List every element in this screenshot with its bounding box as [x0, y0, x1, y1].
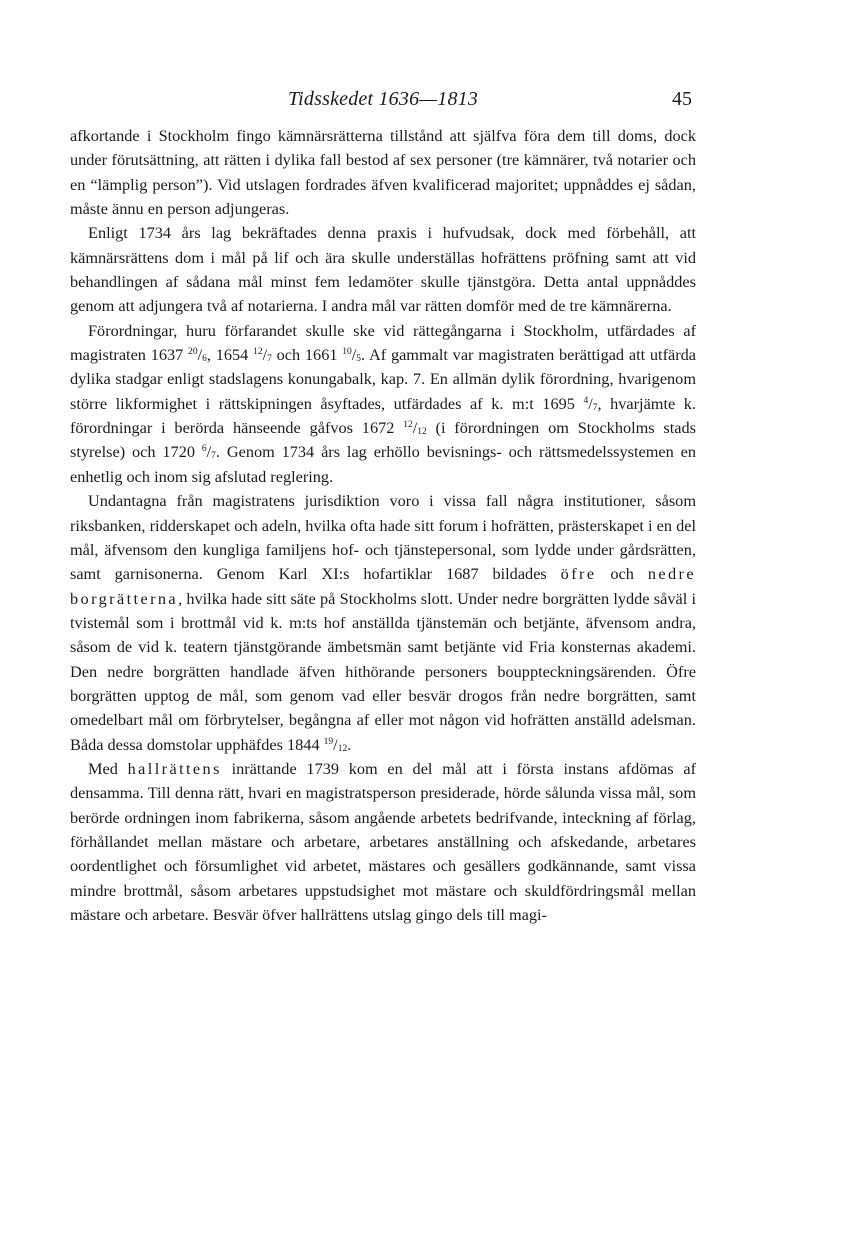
date-month: 6 [202, 354, 207, 365]
text-run: Förordningar, huru förfarandet skulle ske vid rättegångarna i Stockholm, utfärdades af magistraten 1637 [70, 320, 696, 365]
date-day: 19 [323, 736, 334, 747]
date-day: 12 [253, 347, 263, 358]
text-run: och 1661 [271, 345, 343, 365]
spaced-term: hallrättens [127, 758, 222, 778]
text-run: , 1654 [206, 345, 254, 365]
paragraph-4: Undantagna från magistratens jurisdiktion voro i vissa fall några institutioner, såsom riksbanken, ridderskapet och adeln, hvilka ofta hade sitt forum i hofrätten, prästerskapet i en del mål, äfvensom den kungliga familjens hof- och tjänstepersonal, som lydde under gårdsrätten, samt garnisonerna. Genom Karl XI:s hofartiklar 1687 bildades öfre och nedre borgrätterna, hvilka hade sitt säte på Stockholms slott. Under nedre borgrätten lydde såväl i tvistemål som i brottmål vid k. m:ts hof anställda tjänstemän och betjänte, äfvensom andra, såsom de vid k. teatern tjänstgörande ämbetsmän samt betjänte vid Fria konsternas akademi. Den nedre borgrätten handlade äfven hithörande personers bouppteckningsärenden. Öfre borgrätten upptog de mål, som genom vad eller besvär drogos från nedre borgrätten, samt omedelbart mål om förbrytelser, begångna af eller mot någon vid hofrätten anställd adelsman. Båda dessa domstolar upphäfdes 1844 $^{19}/_{12}$. [70, 491, 696, 754]
date-day: 12 [403, 420, 413, 431]
text-run: (i förordningen om Stockholms stads styrelse) och 1720 [70, 418, 696, 462]
date-day: 6 [201, 444, 207, 455]
date-day: 20 [188, 347, 198, 358]
text-run: . Genom 1734 års lag erhöllo bevisnings- och rättsmedelssystemen en enhetlig och inom sig afslutad reglering. [70, 442, 697, 486]
text-run: Med [88, 758, 128, 778]
text-run: , hvilka hade sitt säte på Stockholms slott. Under nedre borgrätten lydde såväl i tvistemål som i brottmål vid k. m:ts hof anställda tjänstemän och betjänte, äfvensom andra, såsom de vid k. teatern tjänstgörande ämbetsmän samt betjänte vid Fria konsternas akademi. Den nedre borgrätten handlade äfven hithörande personers bouppteckningsärenden. Öfre borgrätten upptog de mål, som genom vad eller besvär drogos från nedre borgrätten, samt omedelbart mål om förbrytelser, begångna af eller mot någon vid hofrätten anställd adelsman. Båda dessa domstolar upphäfdes 1844 [70, 588, 696, 754]
spaced-term: nedre borgrätterna [70, 564, 696, 608]
text-run: . Af gammalt var magistraten berättigad att utfärda dylika stadgar enligt stadslagens konungabalk, kap. 7. En allmän dylik förordning, hvarigenom större likformighet i rättskipningen åsyftades, utfärdades af k. m:t 1695 [70, 345, 697, 413]
text-run: Undantagna från magistratens jurisdiktion voro i vissa fall några institutioner, såsom riksbanken, ridderskapet och adeln, hvilka ofta hade sitt forum i hofrätten, prästerskapet i en del mål, äfvensom den kungliga familjens hof- och tjänstepersonal, som lydde under gårdsrätten, samt garnisonerna. Genom Karl XI:s hofartiklar 1687 bildades [70, 491, 696, 584]
date-month: 12 [337, 743, 348, 754]
text-run: . [347, 734, 352, 754]
date-day: 4 [583, 395, 589, 406]
date-month: 7 [211, 451, 216, 462]
paragraph-5 [70, 757, 696, 927]
text-run: , hvarjämte k. förordningar i berörda hänseende gåfvos 1672 [70, 393, 697, 438]
page-number: 45 [672, 88, 692, 110]
date-month: 12 [417, 427, 427, 438]
paragraph-2: Enligt 1734 års lag bekräftades denna praxis i hufvudsak, dock med förbehåll, att kämnärsrättens dom i mål på lif och ära skulle underställas hofrättens pröfning samt att vid behandlingen af sådana mål minst fem ledamöter skulle tjänstgöra. Detta antal uppnåddes genom att adjungera två af notarierna. I andra mål var rätten domför med de tre kämnärerna. [70, 223, 696, 316]
date-day: 10 [342, 347, 352, 358]
date-month: 7 [592, 402, 598, 413]
paragraph-3: Förordningar, huru förfarandet skulle ske vid rättegångarna i Stockholm, utfärdades af magistraten 1637 $^{20}/_6$, 1654 $^{12}/_7$ och 1661 $^{10}/_5$. Af gammalt var magistraten berättigad att utfärda dylika stadgar enligt stadslagens konungabalk, kap. 7. En allmän dylik förordning, hvarigenom större likformighet i rättskipningen åsyftades, utfärdades af k. m:t 1695 $^4/_7$, hvarjämte k. förordningar i berörda hänseende gåfvos 1672 $^{12}/_{12}$ (i förordningen om Stockholms stads styrelse) och 1720 $^6/_7$. Genom 1734 års lag erhöllo bevisnings- och rättsmedelssystemen en enhetlig och inom sig afslutad reglering. [70, 320, 697, 486]
spaced-term: öfre [560, 564, 597, 584]
date-month: 7 [267, 354, 272, 365]
paragraph-1: afkortande i Stockholm fingo kämnärsrätterna tillstånd att själfva föra dem till doms, dock under förutsättning, att rätten i dylika fall bestod af sex personer (tre kämnärer, två notarier och en “lämplig person”). Vid utslagen fordrades äfven kvalificerad majoritet; uppnåddes ej sådan, måste ännu en person adjungeras. [70, 126, 696, 219]
date-month: 5 [356, 354, 362, 365]
body-text [70, 124, 696, 927]
running-title: Tidsskedet 1636—1813 [287, 88, 479, 110]
text-run: och [596, 564, 648, 584]
text-run: inrättande 1739 kom en del mål att i första instans afdömas af densamma. Till denna rätt, hvari en magistratsperson presiderade, hörde sålunda vissa mål, som berörde ordningen inom fabrikerna, såsom angående arbetets bedrifvande, inteckning af förlag, förhållandet mellan mästare och arbetare, arbetares anställning och afskedande, arbetares oordentlighet och försumlighet vid arbetet, mästares och gesällers godkännande, samt vissa mindre brottmål, såsom arbetares uppstudsighet mot mästare och skuldfördringsmål mellan mästare och arbetare. Besvär öfver hallrättens utslag gingo dels till magi- [70, 758, 697, 924]
page-header [70, 88, 696, 118]
